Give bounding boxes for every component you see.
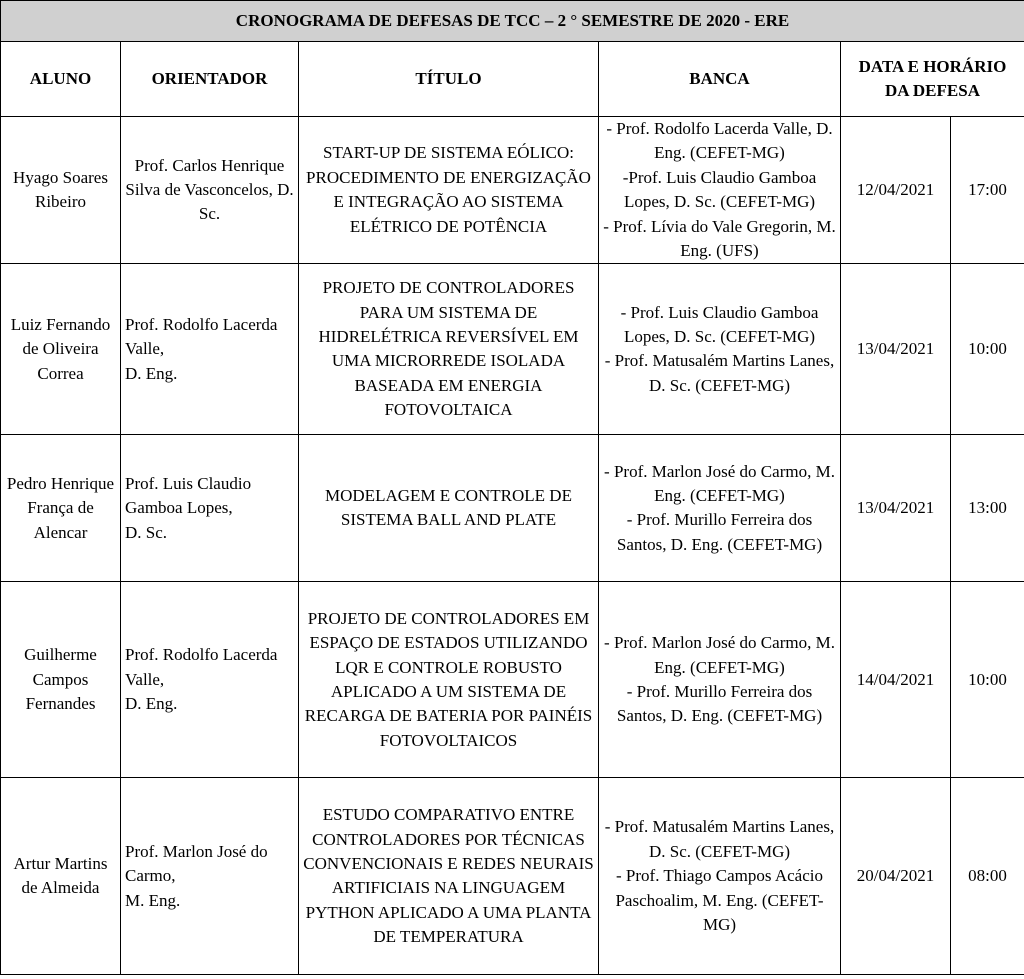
cell-aluno: Hyago Soares Ribeiro: [1, 117, 121, 264]
header-banca: BANCA: [599, 42, 841, 117]
cell-banca: - Prof. Marlon José do Carmo, M. Eng. (CEFET-MG) - Prof. Murillo Ferreira dos Santos, D. Eng. (CEFET-MG): [599, 582, 841, 778]
table-row: [1, 582, 1024, 778]
cell-orientador: Prof. Rodolfo Lacerda Valle, D. Eng.: [121, 582, 299, 778]
cell-banca: - Prof. Rodolfo Lacerda Valle, D. Eng. (CEFET-MG) -Prof. Luis Claudio Gamboa Lopes, D. Sc. (CEFET-MG) - Prof. Lívia do Vale Gregorin, M. Eng. (UFS): [599, 117, 841, 264]
cell-hora: 08:00: [951, 778, 1024, 975]
cell-aluno: Luiz Fernando de Oliveira Correa: [1, 264, 121, 435]
table-title-row: [1, 1, 1024, 42]
header-orientador: ORIENTADOR: [121, 42, 299, 117]
cell-aluno: Pedro Henrique França de Alencar: [1, 435, 121, 582]
cell-hora: 13:00: [951, 435, 1024, 582]
cell-aluno: Guilherme Campos Fernandes: [1, 582, 121, 778]
cell-titulo: START-UP DE SISTEMA EÓLICO: PROCEDIMENTO DE ENERGIZAÇÃO E INTEGRAÇÃO AO SISTEMA ELÉTRICO DE POTÊNCIA: [299, 117, 599, 264]
table-row: [1, 264, 1024, 435]
cell-hora: 10:00: [951, 264, 1024, 435]
table-row: [1, 778, 1024, 975]
cell-titulo: PROJETO DE CONTROLADORES EM ESPAÇO DE ESTADOS UTILIZANDO LQR E CONTROLE ROBUSTO APLICADO A UM SISTEMA DE RECARGA DE BATERIA POR PAINÉIS FOTOVOLTAICOS: [299, 582, 599, 778]
header-titulo: TÍTULO: [299, 42, 599, 117]
cell-orientador: Prof. Marlon José do Carmo, M. Eng.: [121, 778, 299, 975]
cell-data: 12/04/2021: [841, 117, 951, 264]
cell-banca: - Prof. Luis Claudio Gamboa Lopes, D. Sc. (CEFET-MG) - Prof. Matusalém Martins Lanes, D. Sc. (CEFET-MG): [599, 264, 841, 435]
cell-orientador: Prof. Carlos Henrique Silva de Vasconcelos, D. Sc.: [121, 117, 299, 264]
header-aluno: ALUNO: [1, 42, 121, 117]
cell-aluno: Artur Martins de Almeida: [1, 778, 121, 975]
cell-data: 13/04/2021: [841, 435, 951, 582]
cell-data: 13/04/2021: [841, 264, 951, 435]
cell-hora: 17:00: [951, 117, 1024, 264]
cell-titulo: ESTUDO COMPARATIVO ENTRE CONTROLADORES POR TÉCNICAS CONVENCIONAIS E REDES NEURAIS ARTIFICIAIS NA LINGUAGEM PYTHON APLICADO A UMA PLANTA DE TEMPERATURA: [299, 778, 599, 975]
cell-titulo: MODELAGEM E CONTROLE DE SISTEMA BALL AND PLATE: [299, 435, 599, 582]
cell-banca: - Prof. Matusalém Martins Lanes, D. Sc. (CEFET-MG) - Prof. Thiago Campos Acácio Paschoalim, M. Eng. (CEFET-MG): [599, 778, 841, 975]
cell-banca: - Prof. Marlon José do Carmo, M. Eng. (CEFET-MG) - Prof. Murillo Ferreira dos Santos, D. Eng. (CEFET-MG): [599, 435, 841, 582]
table-title: CRONOGRAMA DE DEFESAS DE TCC – 2 ° SEMESTRE DE 2020 - ERE: [1, 1, 1024, 42]
cell-hora: 10:00: [951, 582, 1024, 778]
header-data: DATA E HORÁRIO DA DEFESA: [841, 42, 1024, 117]
cell-titulo: PROJETO DE CONTROLADORES PARA UM SISTEMA DE HIDRELÉTRICA REVERSÍVEL EM UMA MICRORREDE ISOLADA BASEADA EM ENERGIA FOTOVOLTAICA: [299, 264, 599, 435]
cell-data: 20/04/2021: [841, 778, 951, 975]
table-header-row: [1, 42, 1024, 117]
cell-orientador: Prof. Luis Claudio Gamboa Lopes, D. Sc.: [121, 435, 299, 582]
table-row: [1, 117, 1024, 264]
table-row: [1, 435, 1024, 582]
cell-data: 14/04/2021: [841, 582, 951, 778]
cell-orientador: Prof. Rodolfo Lacerda Valle, D. Eng.: [121, 264, 299, 435]
